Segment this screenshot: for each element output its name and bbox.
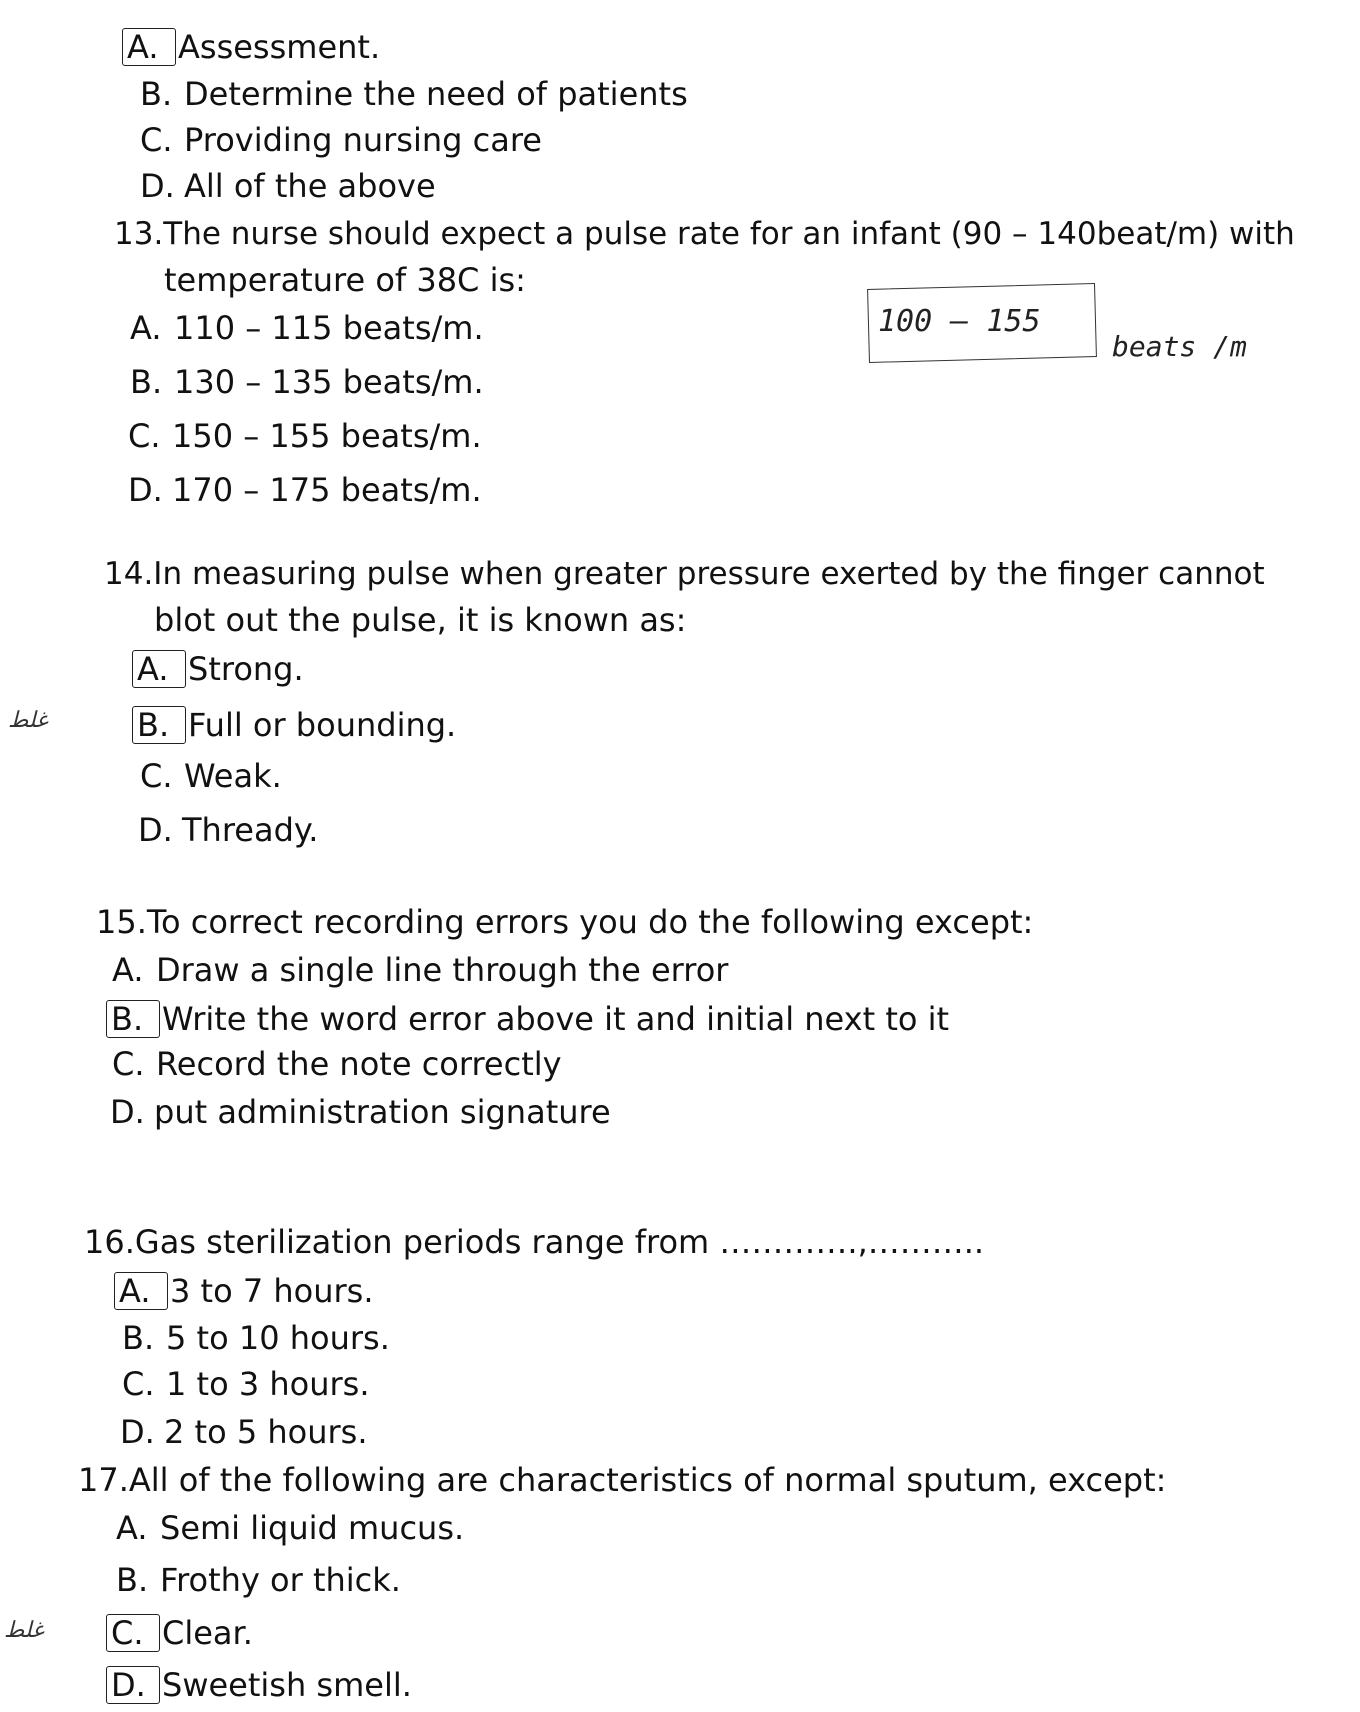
q15-option-c-letter: C. (112, 1045, 145, 1083)
q14-option-a-letter: A. (132, 650, 186, 688)
q13-option-b (130, 364, 484, 400)
q13-option-c-text: 150 – 155 beats/m. (172, 417, 482, 455)
q13-option-d (128, 472, 482, 508)
q15-option-c (112, 1046, 562, 1082)
q17-option-d (112, 1666, 412, 1704)
q14-option-c-letter: C. (140, 757, 173, 795)
q17-option-c-letter: C. (106, 1614, 160, 1652)
q16-option-c (122, 1366, 370, 1402)
q13-option-d-letter: D. (128, 471, 163, 509)
q12-option-a-letter: A. (122, 28, 176, 66)
q14-option-a-text: Strong. (188, 650, 304, 688)
q15-option-a-text: Draw a single line through the error (156, 951, 729, 989)
q13-option-b-text: 130 – 135 beats/m. (174, 363, 484, 401)
q16-option-a-text: 3 to 7 hours. (170, 1272, 374, 1310)
q16-option-d-text: 2 to 5 hours. (164, 1413, 368, 1451)
q17-option-d-text: Sweetish smell. (162, 1666, 412, 1704)
q15-option-d-text: put administration signature (154, 1093, 611, 1131)
q17-option-a (116, 1510, 464, 1546)
q12-option-b-text: Determine the need of patients (184, 75, 688, 113)
q16-option-d (120, 1414, 368, 1450)
q16-option-c-text: 1 to 3 hours. (166, 1365, 370, 1403)
q15-option-c-text: Record the note correctly (156, 1045, 562, 1083)
q12-option-b-letter: B. (140, 75, 173, 113)
q14-stem-line1: 14.In measuring pulse when greater pressure exerted by the finger cannot (104, 556, 1265, 592)
q16-option-c-letter: C. (122, 1365, 155, 1403)
q15-option-b-text: Write the word error above it and initial next to it (162, 1000, 950, 1038)
q14-option-c-text: Weak. (184, 757, 282, 795)
q17-option-a-letter: A. (116, 1509, 148, 1547)
q17-margin-note: غلط (4, 1618, 44, 1643)
q12-option-a (128, 28, 380, 66)
q13-option-c (128, 418, 482, 454)
q17-option-c (112, 1614, 253, 1652)
q14-option-b (138, 706, 456, 744)
q15-option-a (112, 952, 728, 988)
q16-option-b (122, 1320, 390, 1356)
q13-option-b-letter: B. (130, 363, 163, 401)
q15-option-b (112, 1000, 949, 1038)
q13-option-a-letter: A. (130, 309, 162, 347)
q17-option-c-text: Clear. (162, 1614, 253, 1652)
q17-option-b-letter: B. (116, 1561, 149, 1599)
q17-option-b (116, 1562, 401, 1598)
q14-option-c (140, 758, 282, 794)
q13-stem-line2: temperature of 38C is: (164, 261, 526, 299)
q12-option-b (140, 76, 688, 112)
handwritten-range: 100 – 155 (878, 304, 1041, 339)
q14-margin-note: غلط (8, 708, 48, 733)
q13-option-c-letter: C. (128, 417, 161, 455)
q14-option-b-text: Full or bounding. (188, 706, 457, 744)
q13-option-a-text: 110 – 115 beats/m. (174, 309, 484, 347)
q12-option-c (140, 122, 542, 158)
q14-option-a (138, 650, 304, 688)
q12-option-a-text: Assessment. (178, 28, 381, 66)
q15-option-b-letter: B. (106, 1000, 160, 1038)
q17-option-a-text: Semi liquid mucus. (160, 1509, 465, 1547)
q12-option-d-letter: D. (140, 167, 175, 205)
q12-option-c-letter: C. (140, 121, 173, 159)
q14-option-d-text: Thready. (182, 811, 319, 849)
q17-option-d-letter: D. (106, 1666, 160, 1704)
q13-option-a (130, 310, 484, 346)
q12-option-d (140, 168, 436, 204)
q16-option-a (120, 1272, 374, 1310)
q15-option-d (110, 1094, 611, 1130)
q17-option-b-text: Frothy or thick. (160, 1561, 401, 1599)
q17-stem-line1: 17.All of the following are characteristics of normal sputum, except: (78, 1461, 1167, 1499)
q13-stem-line1: 13.The nurse should expect a pulse rate for an infant (90 – 140beat/m) with (114, 216, 1295, 252)
q15-option-a-letter: A. (112, 951, 144, 989)
q16-option-a-letter: A. (114, 1272, 168, 1310)
handwritten-unit: beats /m (1112, 330, 1247, 363)
q16-stem-line1: 16.Gas sterilization periods range from ………….,……….. (84, 1223, 985, 1261)
q16-option-b-text: 5 to 10 hours. (166, 1319, 390, 1357)
q16-option-d-letter: D. (120, 1413, 155, 1451)
q12-option-c-text: Providing nursing care (184, 121, 542, 159)
q13-option-d-text: 170 – 175 beats/m. (172, 471, 482, 509)
q14-option-d (138, 812, 318, 848)
q12-option-d-text: All of the above (184, 167, 436, 205)
q14-option-d-letter: D. (138, 811, 173, 849)
q15-option-d-letter: D. (110, 1093, 145, 1131)
q16-option-b-letter: B. (122, 1319, 155, 1357)
q15-stem-line1: 15.To correct recording errors you do the following except: (96, 903, 1034, 941)
q14-option-b-letter: B. (132, 706, 186, 744)
q14-stem-line2: blot out the pulse, it is known as: (154, 601, 687, 639)
